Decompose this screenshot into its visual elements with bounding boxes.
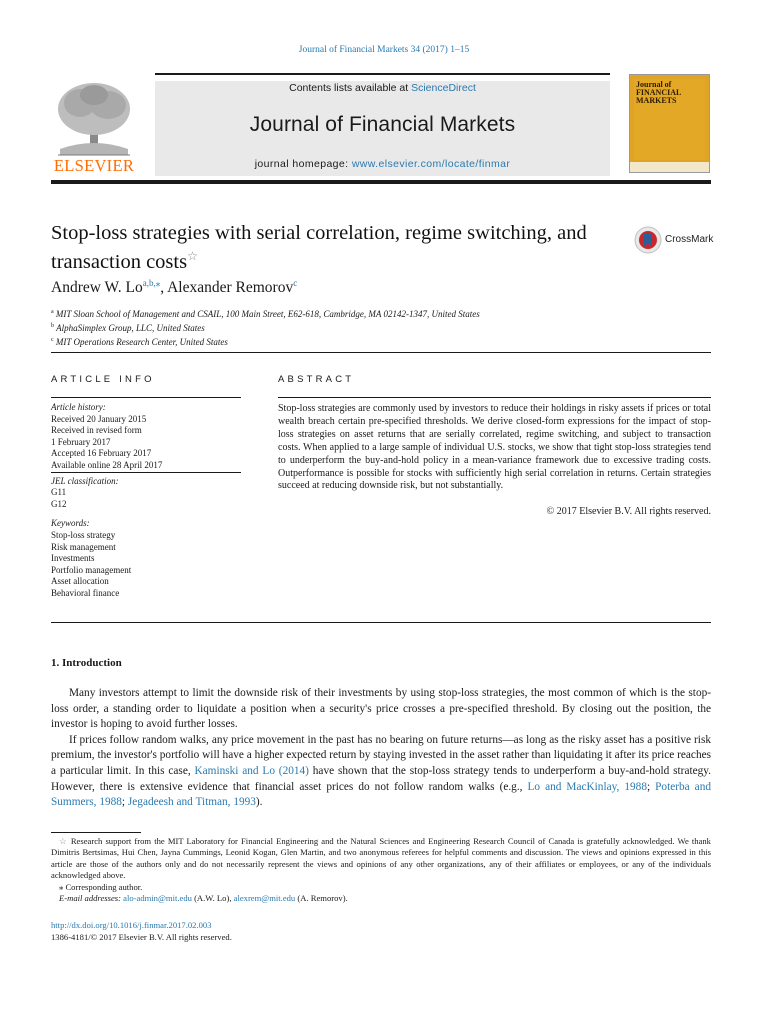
keyword: Behavioral finance [51, 587, 120, 598]
affiliation-item: $^c$ MIT Operations Research Center, United States [51, 337, 228, 347]
keywords-label: Keywords: [51, 518, 90, 529]
header-bottom-rule [51, 180, 711, 184]
keyword: Investments [51, 553, 95, 564]
affiliation-item: $^b$ AlphaSimplex Group, LLC, United States [51, 323, 205, 333]
citation-link[interactable]: Lo and MacKinlay, 1988 [527, 780, 647, 793]
author-name[interactable]: Andrew W. Lo [51, 279, 143, 297]
article-info-heading: ARTICLE INFO [51, 374, 155, 385]
divider [51, 352, 711, 353]
citation-link[interactable]: Jegadeesh and Titman, 1993 [127, 796, 256, 809]
paragraph: If prices follow random walks, any price movement in the past has no bearing on future returns—as long as the risky asset has a positive risk premium, the investor's portfolio will have a higher expected return by staying invested in the asset rather than liquidating it after its price reaches a particular limit. In this case, Kaminski and Lo (2014) have shown that the stop-loss strategy tends to underperform a buy-and-hold strategy. However, there is extensive evidence that financial asset prices do not follow random walks (e.g., Lo and MacKinlay, 1988; Poterba and Summers, 1988; Jegadeesh and Titman, 1993). [51, 733, 711, 809]
journal-cover-thumbnail[interactable] [629, 74, 710, 173]
citation-link[interactable]: Kaminski and Lo (2014) [194, 764, 309, 777]
keyword: Asset allocation [51, 576, 109, 587]
history-item: Received in revised form [51, 425, 142, 436]
paragraph: Many investors attempt to limit the downside risk of their investments by using stop-loss strategies, the most common of which is the stop-loss order, a standing order to liquidate a position when a security's price crosses a pre-specified threshold. By closing out the position, the investor is hoping to avoid further losses. [51, 687, 711, 731]
author-affiliation-marks[interactable]: c [293, 278, 298, 288]
introduction-body [51, 686, 711, 811]
email-link[interactable]: alo-admin@mit.edu [123, 893, 192, 904]
journal-citation-link[interactable]: Journal of Financial Markets 34 (2017) 1–15 [298, 45, 470, 55]
keyword: Risk management [51, 541, 116, 552]
cover-title: Journal of FINANCIAL MARKETS [636, 80, 681, 105]
footnote-mark: ☆ [59, 836, 68, 846]
header-top-rule [155, 73, 610, 75]
footnote-corresponding: ⁎ Corresponding author. [59, 881, 143, 892]
affiliations [51, 306, 480, 348]
crossmark-label: CrossMark [665, 234, 714, 245]
affiliation-item: $^a$ MIT Sloan School of Management and CSAIL, 100 Main Street, E62-618, Cambridge, MA 02142-1347, United States [51, 309, 480, 319]
author-name[interactable]: , Alexander Remorov [160, 279, 294, 297]
issn-line: 1386-4181/© 2017 Elsevier B.V. All rights reserved. [51, 932, 232, 943]
doi-block [51, 919, 232, 944]
history-label: Article history: [51, 402, 106, 412]
divider [278, 397, 711, 398]
article-title: Stop-loss strategies with serial correlation, regime switching, and transaction costs☆ [51, 222, 587, 273]
contents-line: Contents lists available at ScienceDirect [289, 82, 476, 94]
footnotes [51, 836, 711, 904]
section-heading-introduction: 1. Introduction [51, 657, 122, 669]
keyword: Stop-loss strategy [51, 529, 116, 540]
keyword: Portfolio management [51, 564, 132, 575]
citation-link[interactable]: Poterba and Summers, 1988 [51, 780, 711, 809]
email-link[interactable]: alexrem@mit.edu [233, 893, 296, 904]
history-item: Available online 28 April 2017 [51, 459, 163, 470]
footnote-funding: ☆ Research support from the MIT Laboratory for Financial Engineering and the Natural Sciences and Engineering Research Council of Canada is gratefully acknowledged. We thank Dimitris Bertsimas, Hui Chen, Jayna Cummings, Leonid Kogan, Glen Martin, and two anonymous referees for helpful comments and discussion. The views and opinions expressed in this article are those of the authors only and do not necessarily represent the views and opinions of any other organizations, any of their affiliates or employees, or any of the individuals acknowledged above. [51, 836, 711, 881]
author-list [51, 278, 297, 297]
journal-title: Journal of Financial Markets [249, 113, 516, 136]
history-item: Received 20 January 2015 [51, 413, 147, 424]
history-item: 1 February 2017 [51, 436, 111, 447]
title-footnote-mark[interactable]: ☆ [187, 249, 198, 263]
footnote-emails: E-mail addresses: alo-admin@mit.edu (A.W. Lo), alexrem@mit.edu (A. Remorov). [59, 893, 348, 904]
sciencedirect-link[interactable]: ScienceDirect [411, 82, 476, 94]
author-affiliation-marks[interactable]: a,b,⁎ [142, 278, 161, 288]
footnote-rule [51, 832, 141, 833]
jel-label: JEL classification: [51, 475, 119, 486]
homepage-link[interactable]: www.elsevier.com/locate/finmar [351, 158, 511, 170]
divider [51, 397, 241, 398]
abstract-copyright: © 2017 Elsevier B.V. All rights reserved. [546, 506, 711, 517]
divider [51, 622, 711, 623]
history-item: Accepted 16 February 2017 [51, 448, 152, 459]
article-info [51, 402, 241, 600]
abstract-heading: ABSTRACT [278, 374, 355, 385]
jel-code: G12 [51, 498, 67, 509]
doi-link[interactable]: http://dx.doi.org/10.1016/j.finmar.2017.02.003 [51, 920, 212, 930]
homepage-line: journal homepage: www.elsevier.com/locate/finmar [254, 158, 511, 170]
divider [51, 472, 241, 473]
abstract-text: Stop-loss strategies are commonly used by investors to reduce their holdings in risky assets if prices or total wealth breach certain pre-specified thresholds. We derive closed-form expressions for the impact of stop-loss strategies on asset returns that are serially correlated, regime switching, and subject to transaction costs. When applied to a large sample of individual U.S. stocks, we show that tight stop-loss strategies tend to underperform the buy-and-hold policy in a mean-variance framework due to excessive trading costs. Outperformance is possible for stocks with sufficiently high serial correlation in returns. Certain strategies succeed at reducing downside risk, but not substantially. [278, 403, 711, 492]
jel-code: G11 [51, 487, 67, 498]
elsevier-wordmark: ELSEVIER [53, 156, 135, 175]
